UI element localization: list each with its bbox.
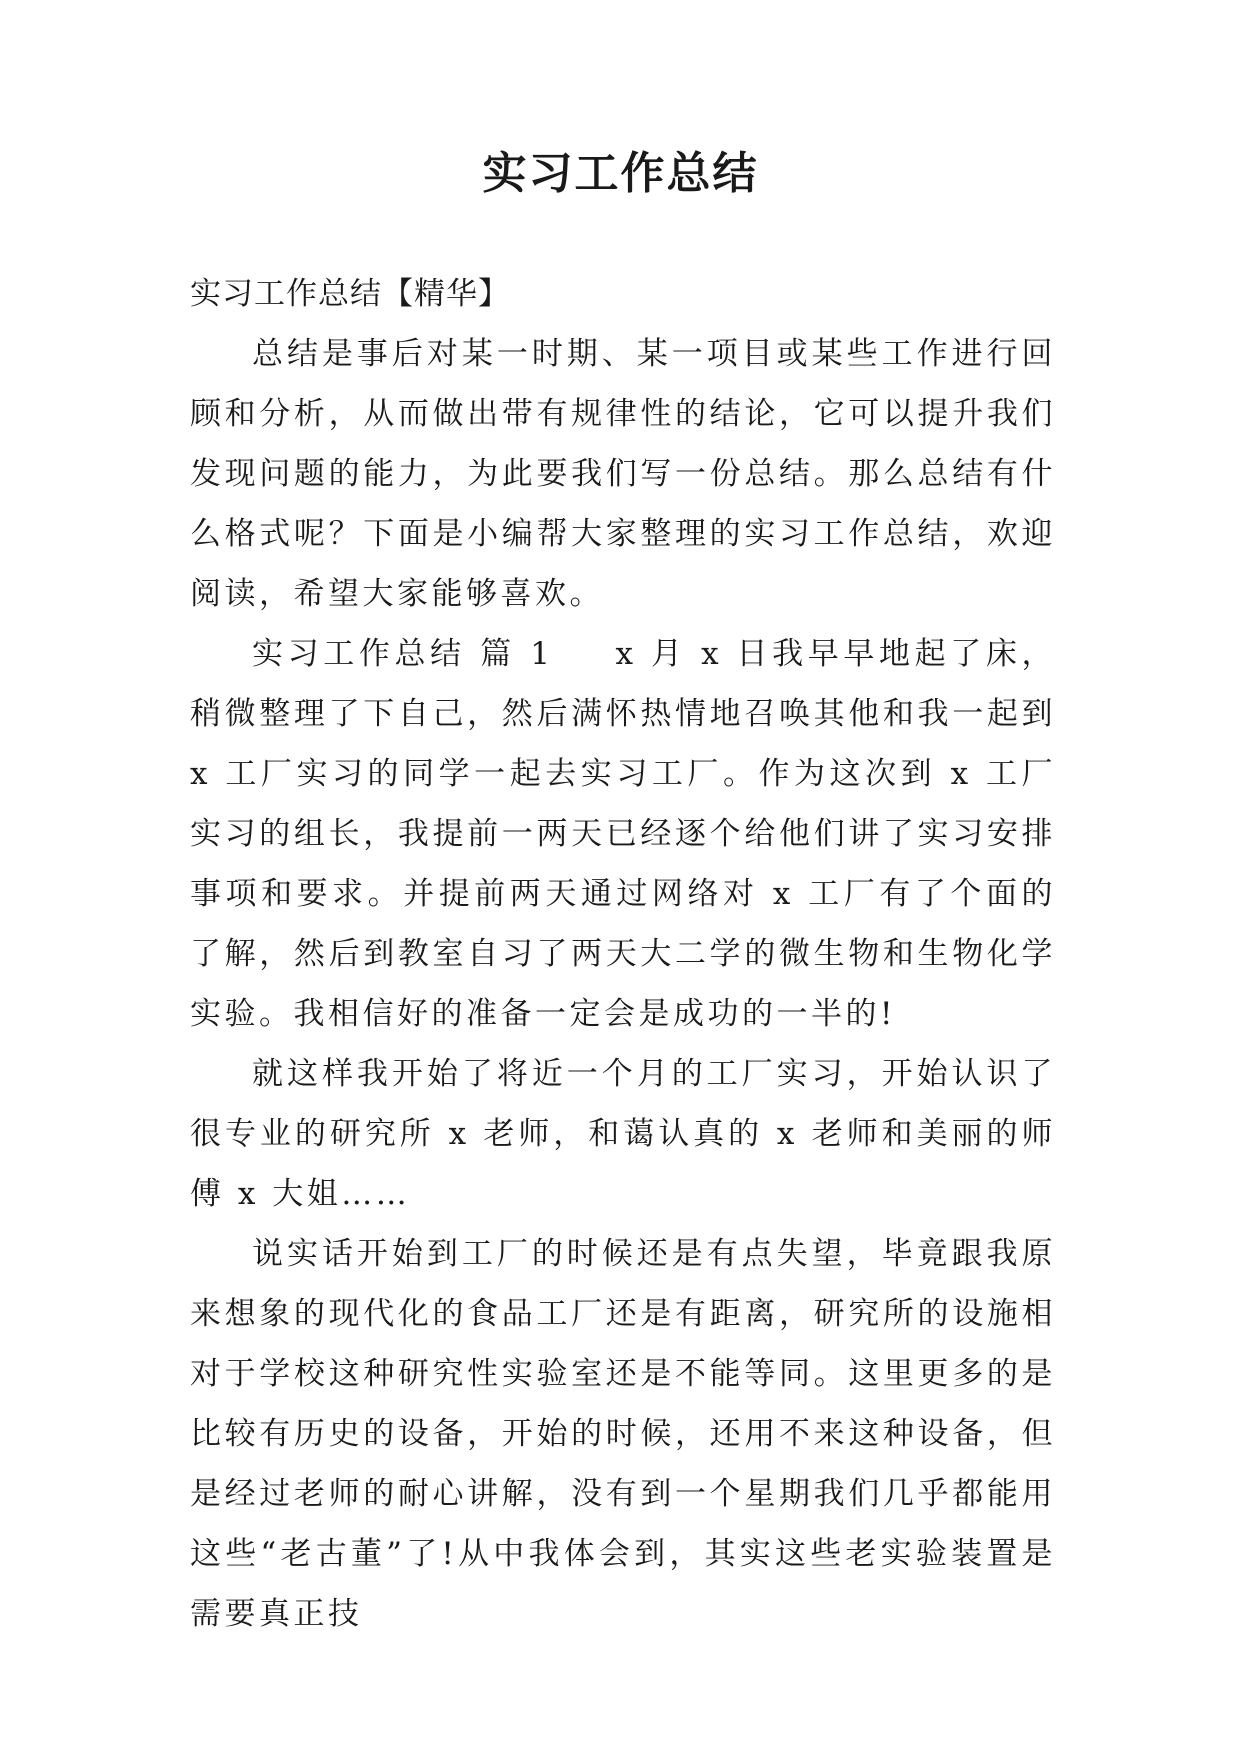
document-title: 实习工作总结 xyxy=(482,148,759,199)
document-subtitle: 实习工作总结【精华】 xyxy=(190,276,510,312)
document-body xyxy=(190,264,1056,1644)
body-paragraph: 就这样我开始了将近一个月的工厂实习，开始认识了很专业的研究所 x 老师，和蔼认真的 x 老师和美丽的师傅 x 大姐…… xyxy=(190,1056,1056,1212)
intro-paragraph: 总结是事后对某一时期、某一项目或某些工作进行回顾和分析，从而做出带有规律性的结论，它可以提升我们发现问题的能力，为此要我们写一份总结。那么总结有什么格式呢？下面是小编帮大家整理的实习工作总结，欢迎阅读，希望大家能够喜欢。 xyxy=(190,336,1056,612)
section-text: x 月 x 日我早早地起了床，稍微整理了下自己，然后满怀热情地召唤其他和我一起到 x 工厂实习的同学一起去实习工厂。作为这次到 x 工厂实习的组长，我提前一两天已经逐个给他们讲了实习安排事项和要求。并提前两天通过网络对 x 工厂有了个面的了解，然后到教室自习了两天大二学的微生物和生物化学实验。我相信好的准备一定会是成功的一半的! xyxy=(190,636,1056,1032)
section-paragraph xyxy=(190,624,1056,1044)
body-paragraph: 说实话开始到工厂的时候还是有点失望，毕竟跟我原来想象的现代化的食品工厂还是有距离，研究所的设施相对于学校这种研究性实验室还是不能等同。这里更多的是比较有历史的设备，开始的时候，还用不来这种设备，但是经过老师的耐心讲解，没有到一个星期我们几乎都能用这些“老古董”了!从中我体会到，其实这些老实验装置是需要真正技 xyxy=(190,1236,1056,1632)
section-heading: 实习工作总结 篇 1 xyxy=(252,636,554,672)
